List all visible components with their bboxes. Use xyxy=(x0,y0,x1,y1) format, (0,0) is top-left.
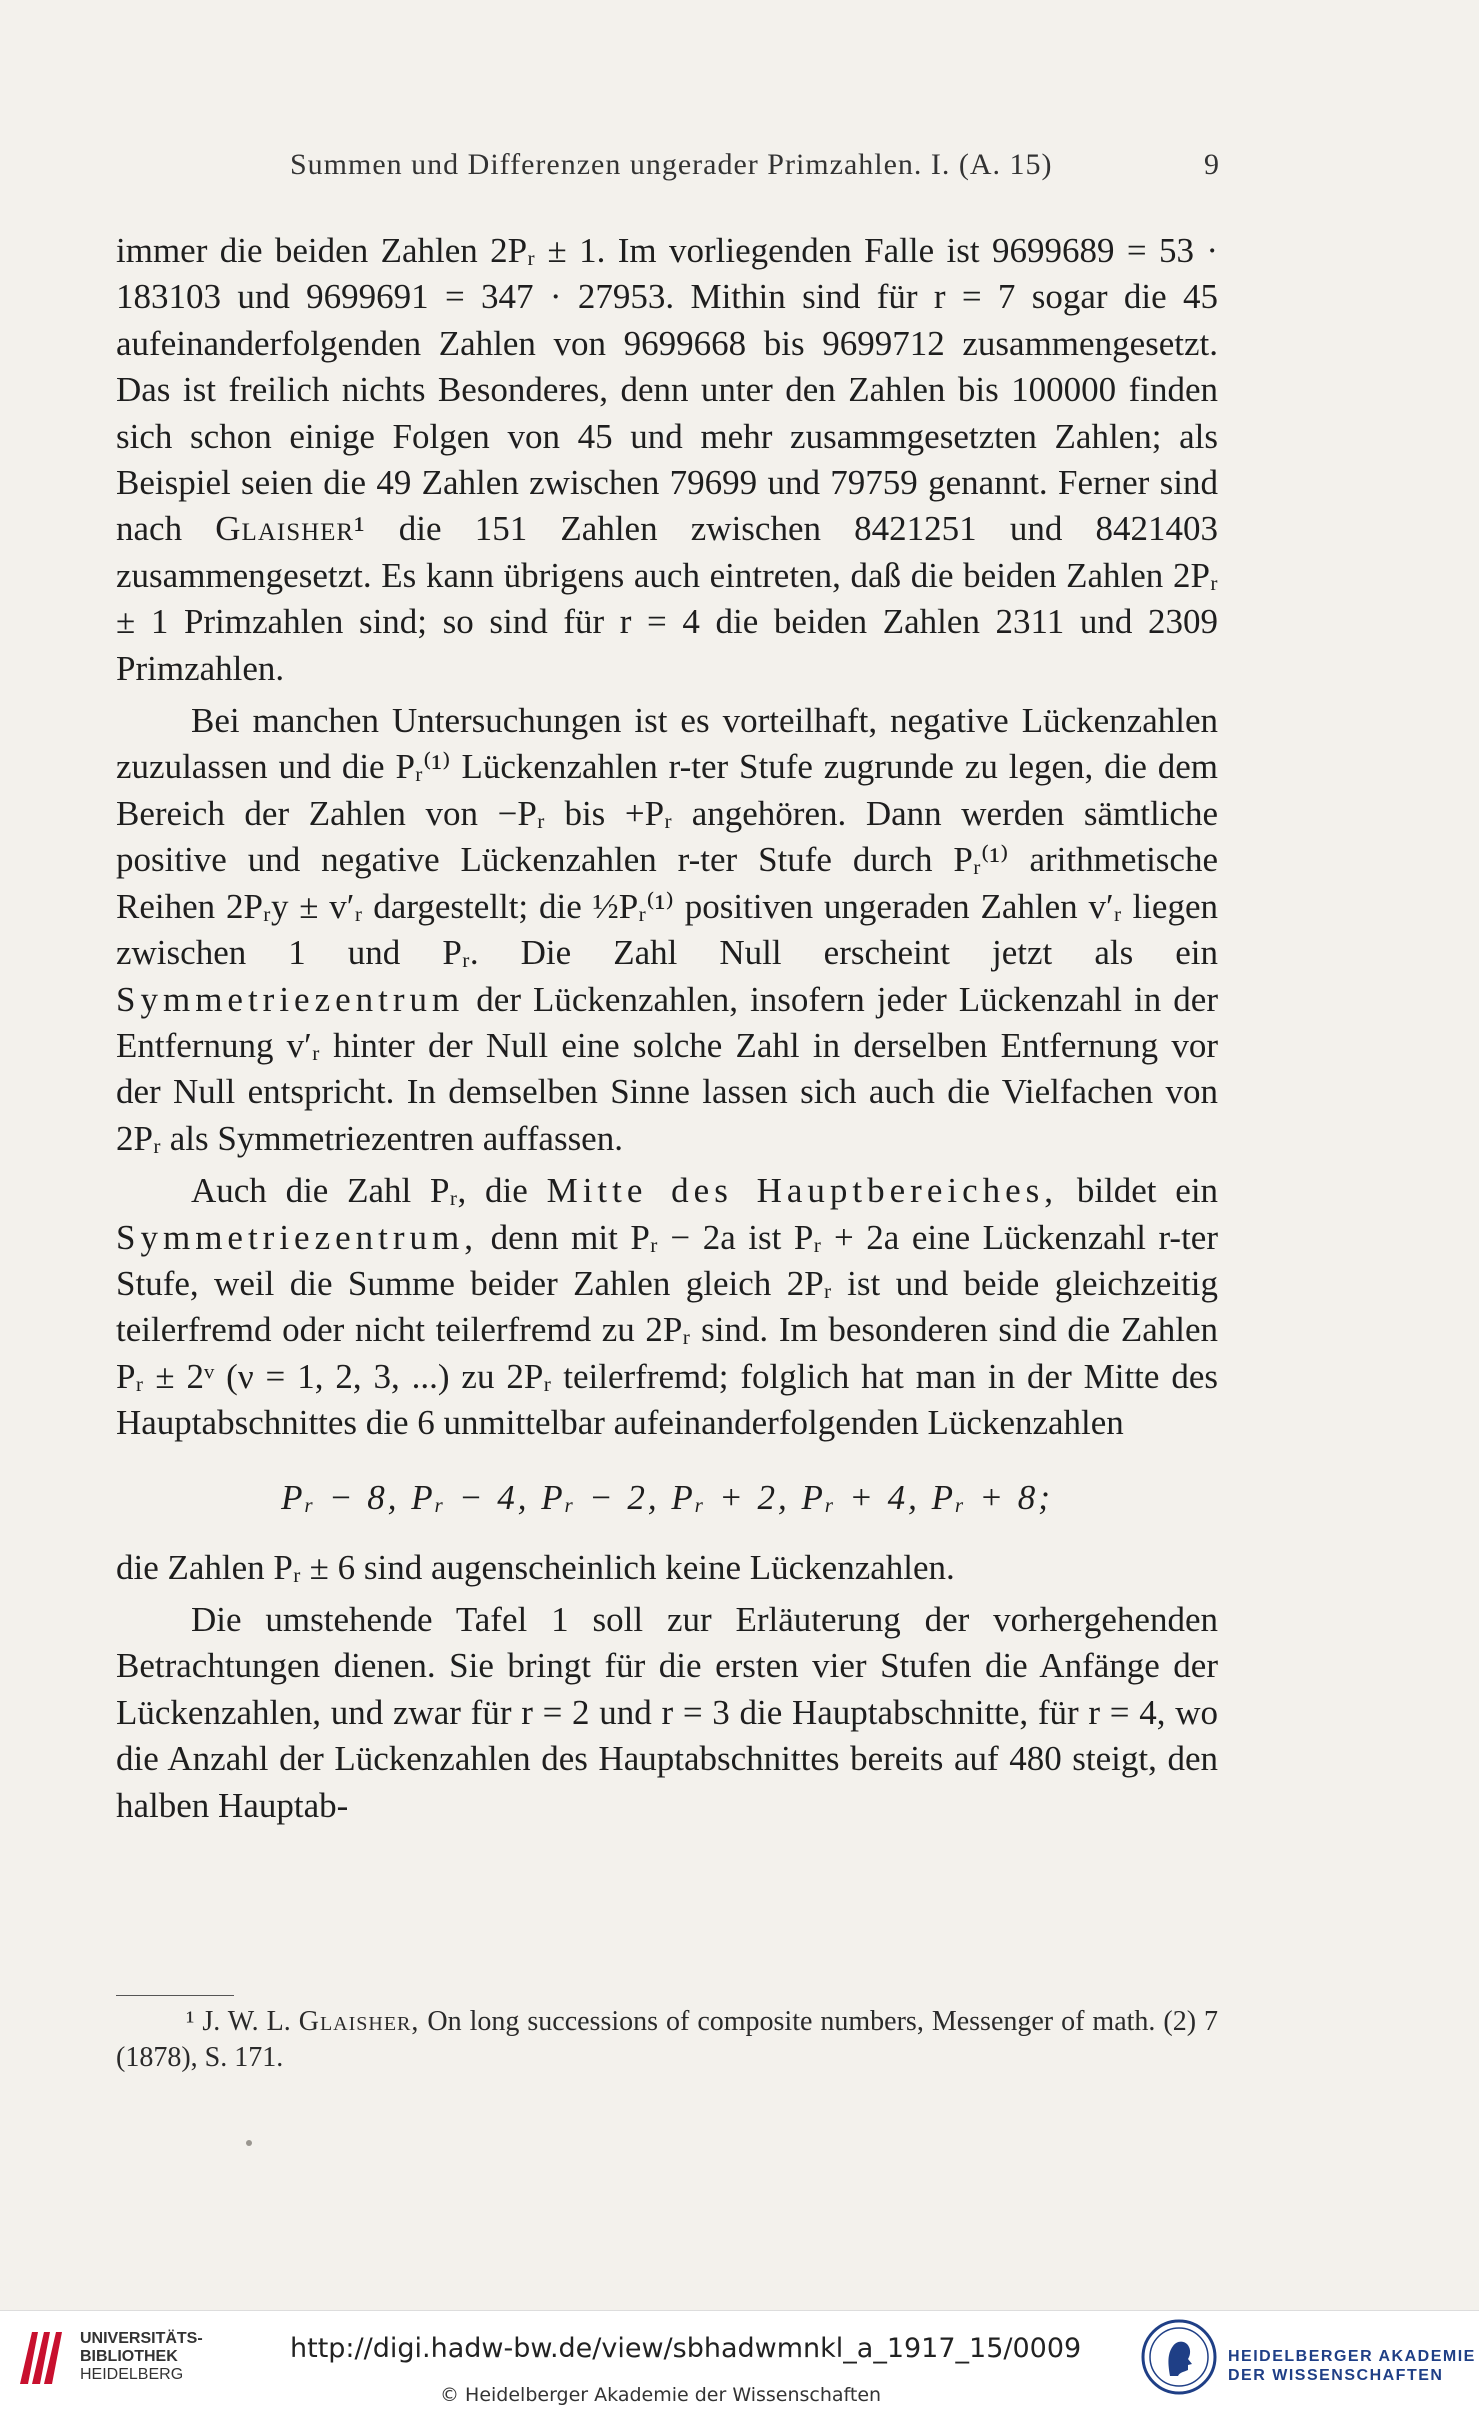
paragraph-4: die Zahlen Pᵣ ± 6 sind augenscheinlich keine Lückenzahlen. xyxy=(116,1547,955,1587)
paragraph-5: Die umstehende Tafel 1 soll zur Erläuterung der vorhergehenden Betrachtungen dienen. Sie bringt für die ersten vier Stufen die Anfänge der Lückenzahlen, und zwar für r = 2 und r = 3 die Hauptabschnitte, für r = 4, wo die Anzahl der Lückenzahlen des Hauptabschnittes bereits auf 480 steigt, den halben Hauptab- xyxy=(116,1599,1218,1825)
footnote-rule xyxy=(116,1995,234,1996)
paragraph-2-text-after: der Lückenzahlen, insofern jeder Lückenzahl in der Entfernung v′ᵣ hinter der Null eine solche Zahl in derselben Entfernung vor der Null entspricht. In demselben Sinne lassen sich auch die Vielfachen von 2Pᵣ als Symmetriezentren auffassen. xyxy=(116,979,1218,1158)
paragraph-1 xyxy=(116,228,1218,692)
paragraph-3 xyxy=(116,1168,1218,1446)
footnote-author-initials: J. W. L. xyxy=(202,2006,291,2037)
paragraph-3-text: Auch die Zahl Pᵣ, die xyxy=(191,1171,528,1211)
footnote-author: Glaisher, xyxy=(298,2006,420,2037)
academy-name-line-1: HEIDELBERGER AKADEMIE xyxy=(1228,2348,1476,2365)
academy-name xyxy=(1228,2347,1476,2385)
spaced-term: Symmetriezentrum xyxy=(116,979,465,1019)
library-name-line-2: BIBLIOTHEK xyxy=(80,2348,178,2365)
library-name-line-1: UNIVERSITÄTS- xyxy=(80,2330,203,2347)
running-header xyxy=(290,148,1220,182)
footnote-text: On long successions of composite numbers, Messenger of math. (2) 7 (1878), S. 171. xyxy=(116,2006,1219,2073)
spaced-term: Symmetriezentrum, xyxy=(116,1217,479,1257)
paragraph-1-text: immer die beiden Zahlen 2Pᵣ ± 1. Im vorliegenden Falle ist 9699689 = 53 · 183103 und 9699691 = 347 · 27953. Mithin sind für r = 7 sogar die 45 aufeinanderfolgenden Zahlen von 9699668 bis 9699712 zusammengesetzt. Das ist freilich nichts Besonderes, denn unter den Zahlen bis 100000 finden sich schon einige Folgen von 45 und mehr zusammgesetzten Zahlen; als Beispiel seien die 49 Zahlen zwischen 79699 und 79759 genannt. Ferner sind nach xyxy=(116,231,1218,549)
library-name-line-3: HEIDELBERG xyxy=(80,2366,184,2383)
academy-name-line-2: DER WISSENSCHAFTEN xyxy=(1228,2367,1444,2384)
permalink-url[interactable]: http://digi.hadw-bw.de/view/sbhadwmnkl_a_1917_15/0009 xyxy=(290,2333,1082,2364)
paragraph-2 xyxy=(116,698,1218,1162)
copyright-notice: © Heidelberger Akademie der Wissenschaften xyxy=(440,2384,882,2406)
footnote xyxy=(116,2004,1218,2076)
paragraph-2-text: Bei manchen Untersuchungen ist es vorteilhaft, negative Lückenzahlen zuzulassen und die Pᵣ⁽¹⁾ Lückenzahlen r-ter Stufe zugrunde zu legen, die dem Bereich der Zahlen von −Pᵣ bis +Pᵣ angehören. Dann werden sämtliche positive und negative Lückenzahlen r-ter Stufe durch Pᵣ⁽¹⁾ arithmetische Reihen 2Pᵣy ± v′ᵣ dargestellt; die ½Pᵣ⁽¹⁾ positiven ungeraden Zahlen v′ᵣ liegen zwischen 1 und Pᵣ. Die Zahl Null erscheint jetzt als ein xyxy=(116,701,1218,973)
paragraph-3-text-after: denn mit Pᵣ − 2a ist Pᵣ + 2a eine Lückenzahl r-ter Stufe, weil die Summe beider Zahlen gleich 2Pᵣ ist und beide gleichzeitig teilerfremd oder nicht teilerfremd zu 2Pᵣ sind. Im besonderen sind die Zahlen Pᵣ ± 2ᵛ (ν = 1, 2, 3, ...) zu 2Pᵣ teilerfremd; folglich hat man in der Mitte des Hauptabschnittes die 6 unmittelbar aufeinanderfolgenden Lückenzahlen xyxy=(116,1217,1218,1443)
running-title: Summen und Differenzen ungerader Primzahlen. I. (A. 15) xyxy=(290,148,1053,181)
spaced-term: Mitte des Hauptbereiches, xyxy=(546,1171,1059,1211)
author-reference: Glaisher¹ xyxy=(215,509,366,549)
footnote-mark: ¹ xyxy=(186,2006,195,2037)
page-number: 9 xyxy=(1204,148,1220,181)
library-logo-icon xyxy=(14,2326,68,2388)
academy-seal-icon xyxy=(1140,2318,1218,2396)
body-text xyxy=(116,228,1218,1829)
paragraph-3-text-mid: bildet ein xyxy=(1076,1171,1219,1211)
library-name xyxy=(80,2330,203,2384)
scan-speck xyxy=(246,2140,252,2146)
display-formula: Pᵣ − 8, Pᵣ − 4, Pᵣ − 2, Pᵣ + 2, Pᵣ + 4, Pᵣ + 8; xyxy=(281,1477,1053,1517)
paragraph-1-text-after: die 151 Zahlen zwischen 8421251 und 8421403 zusammengesetzt. Es kann übrigens auch eintreten, daß die beiden Zahlen 2Pᵣ ± 1 Primzahlen sind; so sind für r = 4 die beiden Zahlen 2311 und 2309 Primzahlen. xyxy=(116,509,1219,688)
